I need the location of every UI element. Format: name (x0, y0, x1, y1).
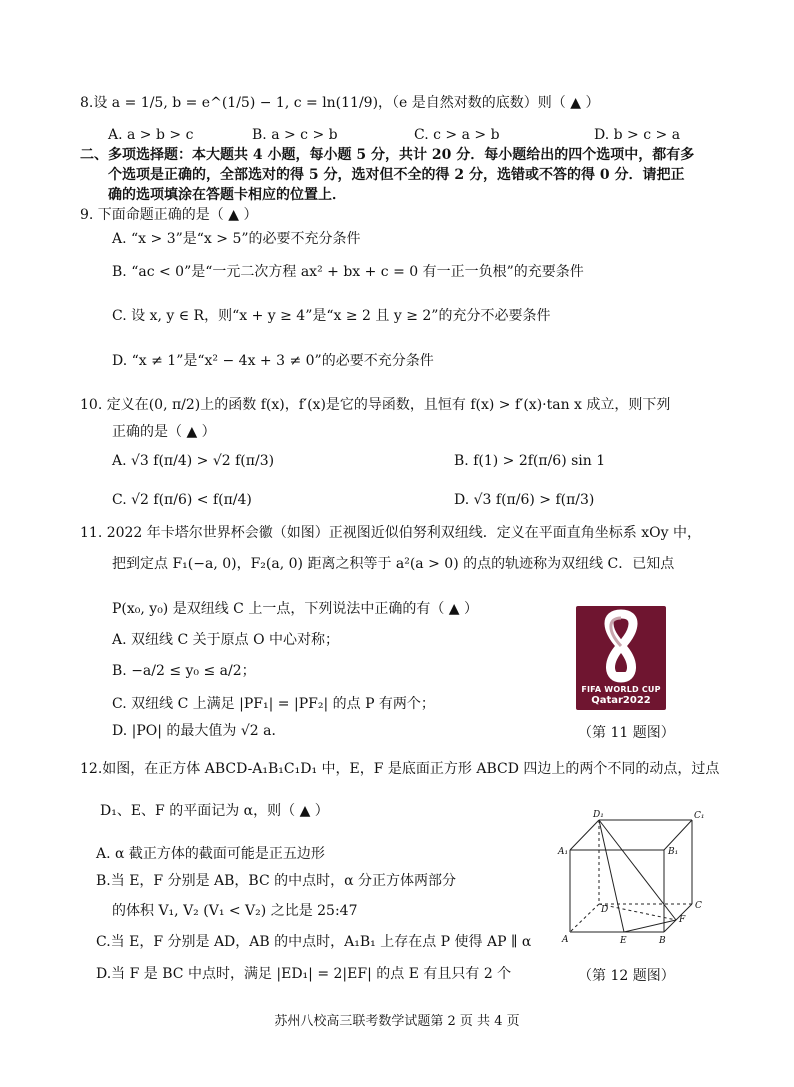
q11-option-a: A. 双纽线 C 关于原点 O 中心对称； (112, 632, 340, 648)
label-a1: A₁ (558, 847, 569, 857)
label-d: D (601, 905, 609, 915)
logo-text-line2: Qatar2022 (591, 695, 651, 706)
q10-option-d: D. √3 f(π/6) > f(π/3) (454, 492, 595, 508)
q8-option-b: B. a > c > b (252, 127, 338, 143)
q11-stem-line1: 11. 2022 年卡塔尔世界杯会徽（如图）正视图近似伯努利双纽线．定义在平面直角坐标系 xOy 中， (80, 525, 701, 541)
q10-option-c: C. √2 f(π/6) < f(π/4) (112, 492, 252, 508)
q12-stem-line1: 12.如图，在正方体 ABCD-A₁B₁C₁D₁ 中，E，F 是底面正方形 ABCD 四边上的两个不同的动点，过点 (80, 761, 720, 777)
q11-option-d: D. |PO| 的最大值为 √2 a． (112, 723, 286, 739)
section2-line2: 个选项是正确的，全部选对的得 5 分，选对但不全的得 2 分，选错或不答的得 0 分．请把正 (108, 167, 685, 183)
label-f: F (679, 915, 686, 925)
logo-text-line1: FIFA WORLD CUP (581, 685, 661, 694)
lemniscate-emblem-icon (576, 606, 666, 686)
figure11-caption: （第 11 题图） (578, 725, 675, 741)
q12-option-c: C.当 E，F 分别是 AD，AB 的中点时，A₁B₁ 上存在点 P 使得 AP ∥ α (96, 934, 532, 950)
cube-diagram (552, 808, 705, 953)
q8-option-c: C. c > a > b (414, 127, 500, 143)
q9-stem: 9. 下面命题正确的是（ ▲ ） (80, 207, 258, 223)
label-c1: C₁ (694, 811, 705, 821)
q11-option-b: B. −a/2 ≤ y₀ ≤ a/2； (112, 663, 256, 679)
q12-option-b-line2: 的体积 V₁, V₂ (V₁ < V₂) 之比是 25:47 (112, 903, 358, 919)
q11-stem-line3: P(x₀, y₀) 是双纽线 C 上一点，下列说法中正确的有（ ▲ ） (112, 601, 479, 617)
q10-stem-line2: 正确的是（ ▲ ） (112, 424, 216, 440)
q9-option-b: B. “ac < 0”是“一元二次方程 ax² + bx + c = 0 有一正一负根”的充要条件 (112, 264, 584, 280)
label-c: C (695, 901, 702, 911)
page-footer: 苏州八校高三联考数学试题第 2 页 共 4 页 (274, 1014, 520, 1029)
section2-line1: 二、多项选择题：本大题共 4 小题，每小题 5 分，共计 20 分．每小题给出的四个选项中，都有多 (80, 147, 695, 163)
q12-option-a: A. α 截正方体的截面可能是正五边形 (96, 846, 325, 862)
figure12-caption: （第 12 题图） (578, 968, 675, 984)
q8-option-d: D. b > c > a (594, 127, 681, 143)
q11-option-c: C. 双纽线 C 上满足 |PF₁| = |PF₂| 的点 P 有两个； (112, 696, 435, 712)
label-d1: D₁ (593, 810, 604, 820)
label-b: B (659, 936, 666, 946)
q9-option-d: D. “x ≠ 1”是“x² − 4x + 3 ≠ 0”的必要不充分条件 (112, 353, 434, 369)
q12-option-d: D.当 F 是 BC 中点时，满足 |ED₁| = 2|EF| 的点 E 有且只有 2 个 (96, 966, 512, 982)
q12-stem-line2: D₁、E、F 的平面记为 α，则（ ▲ ） (100, 803, 329, 819)
qatar-2022-logo-image (576, 606, 666, 710)
label-b1: B₁ (668, 847, 679, 857)
q10-option-b: B. f(1) > 2f(π/6) sin 1 (454, 453, 606, 469)
q8-stem: 8.设 a = 1/5, b = e^(1/5) − 1, c = ln(11/9)，（e 是自然对数的底数）则（ ▲ ） (80, 95, 600, 111)
section2-line3: 确的选项填涂在答题卡相应的位置上． (108, 187, 346, 203)
q9-option-a: A. “x > 3”是“x > 5”的必要不充分条件 (112, 231, 361, 247)
q9-option-c: C. 设 x, y ∈ R，则“x + y ≥ 4”是“x ≥ 2 且 y ≥ 2”的充分不必要条件 (112, 308, 551, 324)
q10-option-a: A. √3 f(π/4) > √2 f(π/3) (112, 453, 275, 469)
q11-stem-line2: 把到定点 F₁(−a, 0)，F₂(a, 0) 距离之积等于 a²(a > 0) 的点的轨迹称为双纽线 C．已知点 (112, 556, 675, 572)
q10-stem-line1: 10. 定义在(0, π/2)上的函数 f(x)，f′(x)是它的导函数，且恒有 f(x) > f′(x)·tan x 成立，则下列 (80, 397, 671, 413)
q12-option-b-line1: B.当 E，F 分别是 AB，BC 的中点时，α 分正方体两部分 (96, 873, 457, 889)
label-a: A (562, 935, 569, 945)
q8-option-a: A. a > b > c (108, 127, 194, 143)
label-e: E (620, 936, 627, 946)
